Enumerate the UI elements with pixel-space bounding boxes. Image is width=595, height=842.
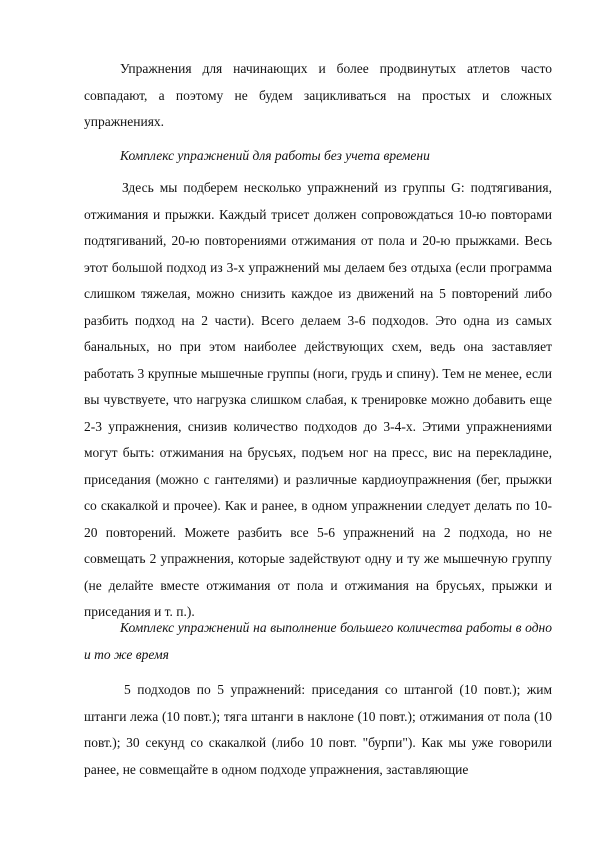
section-paragraph-no-time: Здесь мы подберем несколько упражнений из группы G: подтягивания, отжимания и прыжки. Каждый трисет должен сопровождаться 10-ю повторами подтягиваний, 20-ю повторениями отжимания от пола и 20-ю прыжками. Весь этот большой подход из 3-х упражнений мы делаем без отдыха (если программа слишком тяжелая, можно снизить каждое из движений на 5 повторений либо разбить подход на 2 части). Всего делаем 3-6 подходов. Это одна из самых банальных, но при этом наиболее действующих схем, ведь она заставляет работать 3 крупные мышечные группы (ноги, грудь и спину). Тем не менее, если вы чувствуете, что нагрузка слишком слабая, к тренировке можно добавить еще 2-3 упражнения, снизив количество подходов до 3-4-х. Этими упражнениями могут быть: отжимания на брусьях, подъем ног на пресс, вис на перекладине, приседания (можно с гантелями) и различные кардиоупражнения (бег, прыжки со скакалкой и прочее). Как и ранее, в одном упражнении следует делать по 10-20 повторений. Можете разбить все 5-6 упражнений на 2 подхода, но не совмещать 2 упражнения, которые задействуют одну и ту же мышечную группу (не делайте вместе отжимания от пола и отжимания на брусьях, прыжки и приседания и т. п.). (84, 180, 552, 619)
section-heading-more-work: Комплекс упражнений на выполнение большего количества работы в одно и то же время (84, 620, 552, 662)
section-heading-no-time: Комплекс упражнений для работы без учета времени (120, 148, 430, 163)
section-paragraph-more-work: 5 подходов по 5 упражнений: приседания со штангой (10 повт.); жим штанги лежа (10 повт.); тяга штанги в наклоне (10 повт.); отжимания от пола (10 повт.); 30 секунд со скакалкой (либо 10 повт. "бурпи"). Как мы уже говорили ранее, не совмещайте в одном подходе упражнения, заставляющие (84, 682, 552, 777)
intro-paragraph: Упражнения для начинающих и более продвинутых атлетов часто совпадают, а поэтому не будем зацикливаться на простых и сложных упражнениях. (84, 61, 552, 129)
